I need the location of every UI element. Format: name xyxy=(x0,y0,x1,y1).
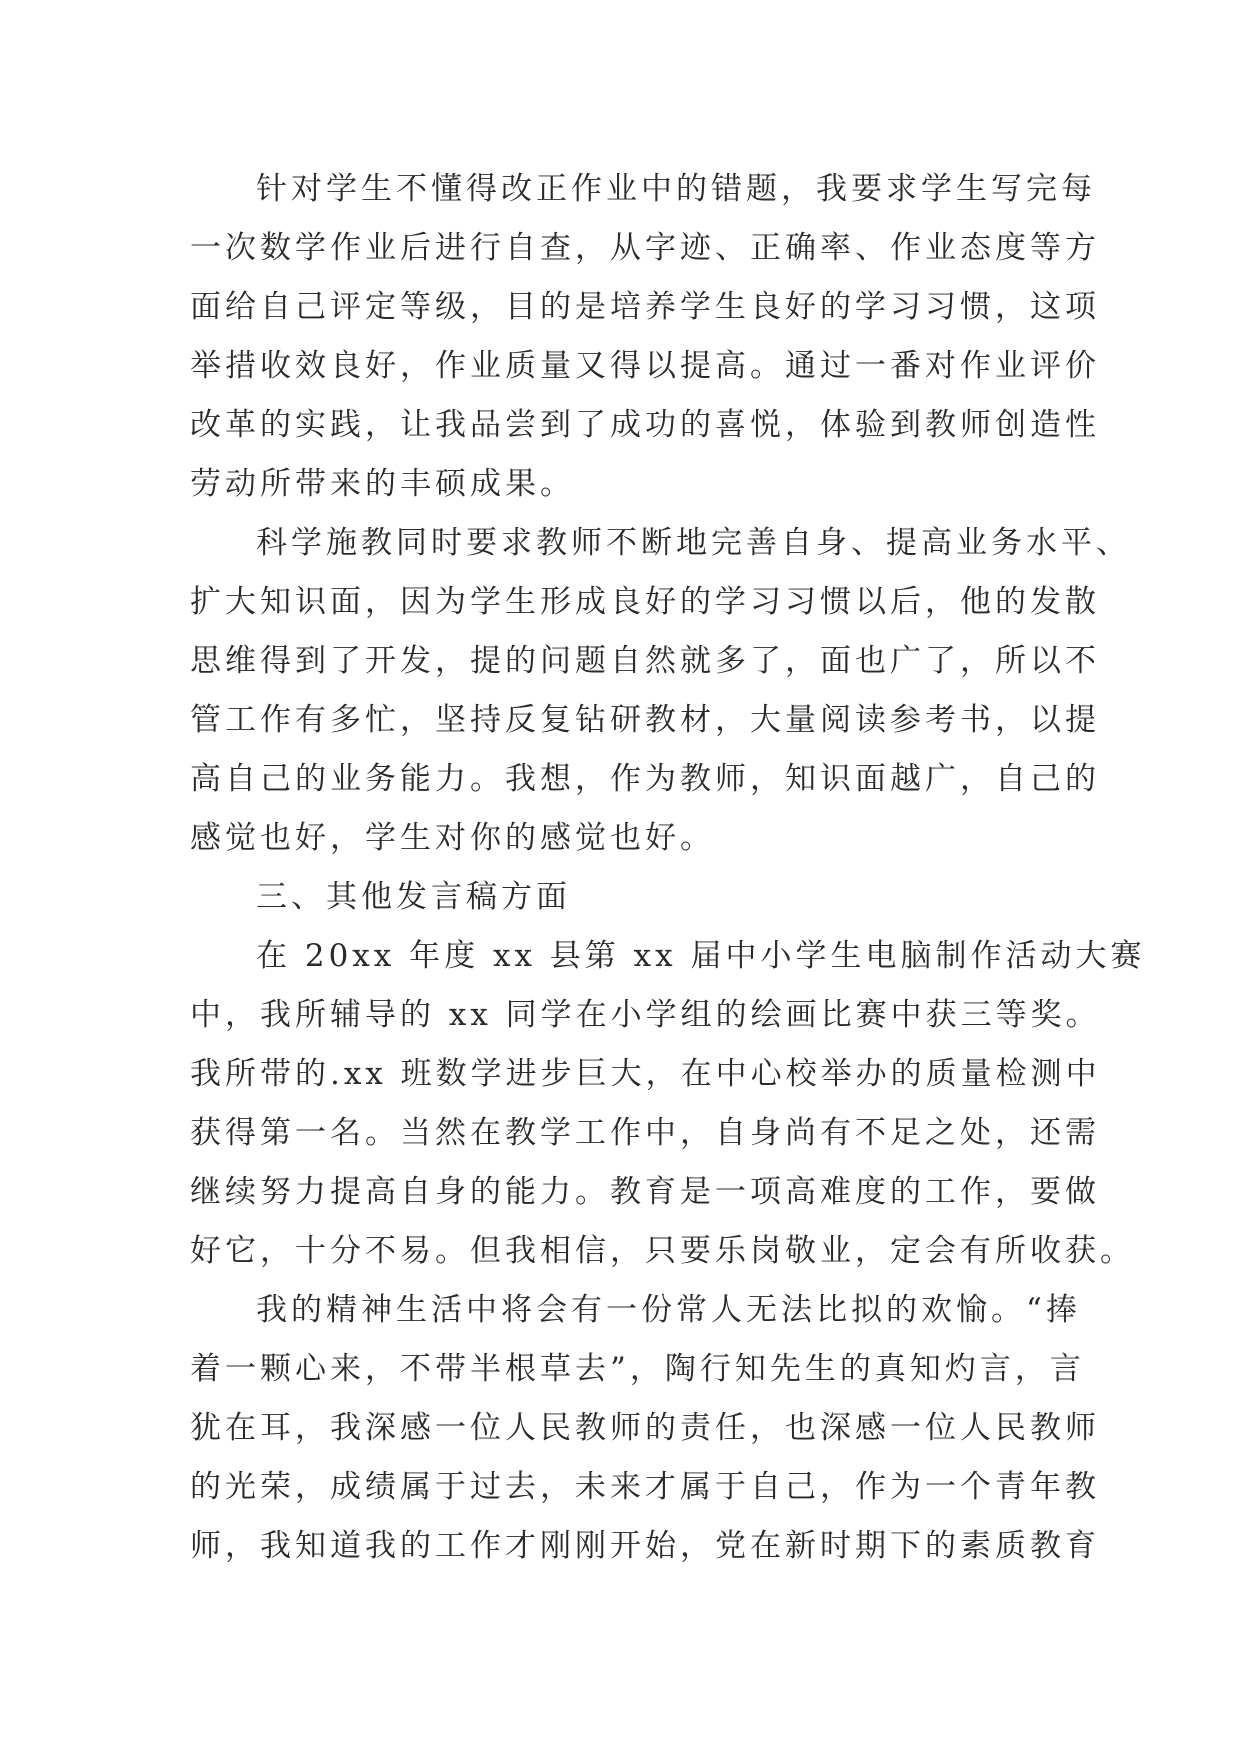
section-heading-text: 三、其他发言稿方面 xyxy=(256,879,571,915)
text-line: 好它，十分不易。但我相信，只要乐岗敬业，定会有所收获。 xyxy=(190,1233,1135,1269)
text-line: 继续努力提高自身的能力。教育是一项高难度的工作，要做 xyxy=(190,1174,1100,1210)
paragraph-homework-self-check xyxy=(190,160,1100,514)
paragraph-achievements xyxy=(190,927,1146,1281)
text-line: 高自己的业务能力。我想，作为教师，知识面越广，自己的 xyxy=(190,761,1100,797)
text-line: 劳动所带来的丰硕成果。 xyxy=(190,466,575,502)
text-line: 获得第一名。当然在教学工作中，自身尚有不足之处，还需 xyxy=(190,1115,1100,1151)
section-heading xyxy=(190,868,1052,927)
text-line: 感觉也好，学生对你的感觉也好。 xyxy=(190,820,715,856)
text-line: 我的精神生活中将会有一份常人无法比拟的欢愉。“捧 xyxy=(256,1292,1081,1328)
text-line: 思维得到了开发，提的问题自然就多了，面也广了，所以不 xyxy=(190,643,1100,679)
text-line: 着一颗心来，不带半根草去”，陶行知先生的真知灼言，言 xyxy=(190,1351,1085,1387)
text-line: 师，我知道我的工作才刚刚开始，党在新时期下的素质教育 xyxy=(190,1528,1100,1564)
text-line: 在 20xx 年度 xx 县第 xx 届中小学生电脑制作活动大赛 xyxy=(256,938,1146,974)
text-line: 中，我所辅导的 xx 同学在小学组的绘画比赛中获三等奖。 xyxy=(190,997,1101,1033)
paragraph-teacher-improvement xyxy=(190,514,1131,868)
text-line: 管工作有多忙，坚持反复钻研教材，大量阅读参考书，以提 xyxy=(190,702,1100,738)
document-body xyxy=(190,160,1146,1576)
text-line: 扩大知识面，因为学生形成良好的学习习惯以后，他的发散 xyxy=(190,584,1100,620)
text-line: 针对学生不懂得改正作业中的错题，我要求学生写完每 xyxy=(256,171,1096,207)
paragraph-spiritual-life xyxy=(190,1281,1100,1576)
text-line: 一次数学作业后进行自查，从字迹、正确率、作业态度等方 xyxy=(190,230,1100,266)
text-line: 我所带的.xx 班数学进步巨大，在中心校举办的质量检测中 xyxy=(190,1056,1101,1092)
text-line: 举措收效良好，作业质量又得以提高。通过一番对作业评价 xyxy=(190,348,1100,384)
text-line: 改革的实践，让我品尝到了成功的喜悦，体验到教师创造性 xyxy=(190,407,1100,443)
text-line: 面给自己评定等级，目的是培养学生良好的学习习惯，这项 xyxy=(190,289,1100,325)
text-line: 科学施教同时要求教师不断地完善自身、提高业务水平、 xyxy=(256,525,1131,561)
text-line: 的光荣，成绩属于过去，未来才属于自己，作为一个青年教 xyxy=(190,1469,1100,1505)
text-line: 犹在耳，我深感一位人民教师的责任，也深感一位人民教师 xyxy=(190,1410,1100,1446)
